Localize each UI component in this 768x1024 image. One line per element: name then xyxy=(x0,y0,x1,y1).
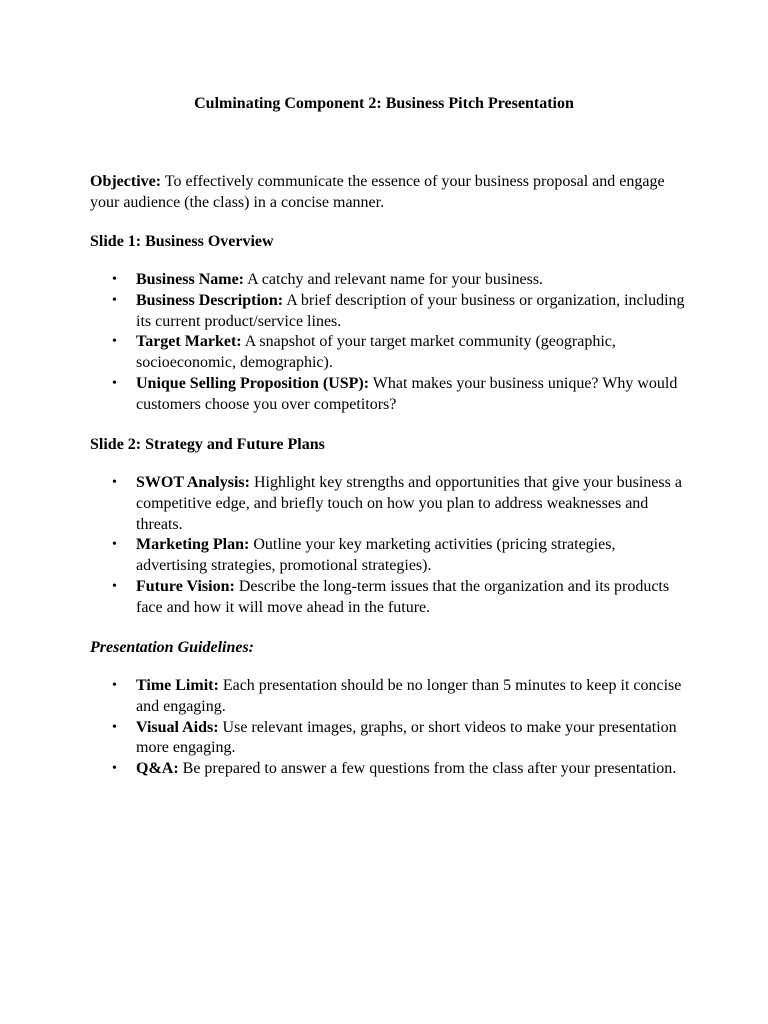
item-text: Be prepared to answer a few questions from the class after your presentation. xyxy=(178,760,677,778)
item-label: Q&A: xyxy=(136,760,179,778)
objective-text: To effectively communicate the essence of your business proposal and engage your audience (the class) in a concise manner. xyxy=(90,173,665,211)
list-item xyxy=(90,577,690,619)
objective-label: Objective: xyxy=(90,173,162,190)
item-text: Highlight key strengths and opportunities that give your business a competitive edge, and briefly touch on how you plan to address weaknesses and threats. xyxy=(136,474,682,533)
bullet-icon: • xyxy=(112,475,117,490)
guidelines-heading: Presentation Guidelines: xyxy=(90,639,255,656)
item-label: Visual Aids: xyxy=(136,718,219,736)
bullet-icon: • xyxy=(112,272,117,287)
item-text: Outline your key marketing activities (pricing strategies, advertising strategies, promotional strategies). xyxy=(136,536,616,575)
list-item xyxy=(90,473,690,535)
item-text: A brief description of your business or organization, including its current product/service lines. xyxy=(136,291,685,330)
bullet-icon: • xyxy=(112,537,117,553)
objective-paragraph xyxy=(90,171,690,213)
item-label: Marketing Plan: xyxy=(136,536,250,554)
item-text: Each presentation should be no longer than 5 minutes to keep it concise and engaging. xyxy=(136,677,682,715)
bullet-icon: • xyxy=(112,334,117,350)
slide1-list xyxy=(90,270,690,416)
item-label: Target Market: xyxy=(136,333,242,351)
item-label: Time Limit: xyxy=(136,677,219,694)
list-item xyxy=(90,332,690,374)
list-item xyxy=(90,535,690,577)
item-text: Use relevant images, graphs, or short videos to make your presentation more engaging. xyxy=(136,718,677,757)
item-text: What makes your business unique? Why would customers choose you over competitors? xyxy=(136,374,678,413)
page-title: Culminating Component 2: Business Pitch Presentation xyxy=(194,95,574,112)
slide2-heading: Slide 2: Strategy and Future Plans xyxy=(90,436,325,453)
item-label: Unique Selling Proposition (USP): xyxy=(136,374,370,392)
bullet-icon: • xyxy=(112,578,117,594)
item-label: Business Description: xyxy=(136,291,284,309)
slide1-heading: Slide 1: Business Overview xyxy=(90,233,274,250)
bullet-icon: • xyxy=(112,678,117,693)
item-text: A catchy and relevant name for your business. xyxy=(244,271,544,288)
list-item xyxy=(90,270,690,291)
list-item xyxy=(90,759,690,780)
item-label: Business Name: xyxy=(136,271,245,288)
item-label: SWOT Analysis: xyxy=(136,474,250,491)
item-text: Describe the long-term issues that the organization and its products face and how it will move ahead in the future. xyxy=(136,577,670,616)
bullet-icon: • xyxy=(112,375,117,391)
list-item xyxy=(90,291,690,333)
item-label: Future Vision: xyxy=(136,577,235,595)
item-text: A snapshot of your target market community (geographic, socioeconomic, demographic). xyxy=(136,333,616,372)
slide2-list xyxy=(90,473,690,619)
guidelines-list xyxy=(90,676,690,780)
list-item xyxy=(90,374,690,416)
bullet-icon: • xyxy=(112,292,117,308)
bullet-icon: • xyxy=(112,719,117,735)
bullet-icon: • xyxy=(112,761,117,777)
list-item xyxy=(90,676,690,718)
list-item xyxy=(90,718,690,760)
